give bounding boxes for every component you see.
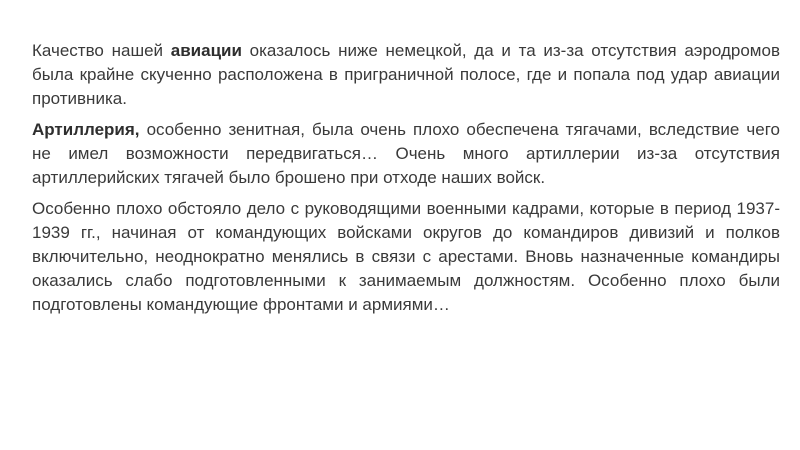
text-run: Качество нашей	[32, 41, 171, 60]
bold-term-aviation: авиации	[170, 41, 242, 60]
text-body	[32, 39, 780, 324]
bold-term-artillery: Артиллерия,	[32, 120, 140, 139]
text-run: оказалось ниже немецкой, да и та из-за отсутствия аэродромов была крайне скученно расположена в приграничной полосе, где и попала под удар авиации противника.	[32, 41, 780, 108]
text-run: особенно зенитная, была очень плохо обеспечена тягачами, вследствие чего не имел возможности передвигаться… Очень много артиллерии из-за отсутствия артиллерийских тягачей было брошено при отходе наших войск.	[32, 120, 780, 187]
paragraph-artillery	[32, 118, 780, 190]
paragraph-aviation	[32, 39, 780, 111]
paragraph-command-cadres	[32, 197, 780, 317]
text-run: Особенно плохо обстояло дело с руководящими военными кадрами, которые в период 1937-1939 гг., начиная от командующих войсками округов до командиров дивизий и полков включительно, неоднократно менялись в связи с арестами. Вновь назначенные командиры оказались слабо подготовленными к занимаемым должностям. Особенно плохо были подготовлены командующие фронтами и армиями…	[32, 199, 780, 314]
